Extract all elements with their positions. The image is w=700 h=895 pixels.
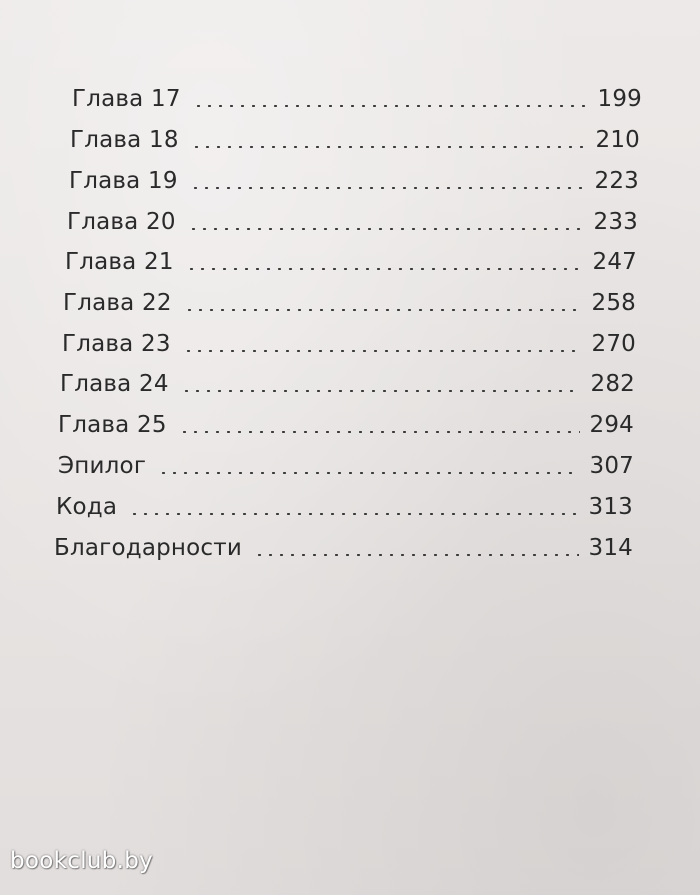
dot-leader xyxy=(191,146,586,148)
dot-leader xyxy=(188,228,584,230)
toc-entry-title: Благодарности xyxy=(54,535,243,561)
toc-entry-title: Глава 22 xyxy=(63,290,172,316)
toc-entry xyxy=(58,451,634,481)
toc-entry xyxy=(69,166,639,196)
toc-entry xyxy=(54,533,633,563)
toc-entry-page: 313 xyxy=(588,494,633,520)
toc-entry-page: 233 xyxy=(593,209,638,235)
toc-entry-page: 314 xyxy=(588,535,633,561)
toc-entry-title: Эпилог xyxy=(58,453,147,479)
toc-entry xyxy=(65,247,637,277)
toc-entry-page: 270 xyxy=(591,331,636,357)
toc-entry-title: Глава 24 xyxy=(60,371,169,397)
dot-leader xyxy=(183,350,582,352)
dot-leader xyxy=(186,268,583,270)
toc-entry-page: 247 xyxy=(592,249,637,275)
toc-entry xyxy=(67,207,638,237)
toc-entry xyxy=(70,125,640,155)
toc-entry xyxy=(56,492,633,522)
toc-entry-title: Глава 19 xyxy=(69,168,178,194)
toc-entry-title: Глава 21 xyxy=(65,249,174,275)
toc-entry-page: 223 xyxy=(594,168,639,194)
toc-entry-title: Глава 23 xyxy=(62,331,171,357)
toc-entry-page: 307 xyxy=(589,453,634,479)
dot-leader xyxy=(193,105,588,107)
toc-entry xyxy=(60,369,635,399)
dot-leader xyxy=(158,472,579,474)
toc-entry xyxy=(58,410,634,440)
toc-entry-title: Глава 17 xyxy=(72,86,181,112)
toc-entry-title: Глава 20 xyxy=(67,209,176,235)
dot-leader xyxy=(181,390,581,392)
toc-entry-page: 282 xyxy=(590,371,635,397)
toc-entry-page: 258 xyxy=(591,290,636,316)
dot-leader xyxy=(190,187,585,189)
toc-entry-title: Глава 25 xyxy=(58,412,167,438)
site-watermark: bookclub.by xyxy=(10,848,154,874)
toc-entry-page: 199 xyxy=(597,86,642,112)
toc-entry xyxy=(72,84,642,114)
toc-entry-page: 294 xyxy=(589,412,634,438)
toc-entry xyxy=(63,288,636,318)
dot-leader xyxy=(184,309,582,311)
toc-entry-title: Кода xyxy=(56,494,118,520)
toc-entry-title: Глава 18 xyxy=(70,127,179,153)
dot-leader xyxy=(129,513,578,515)
dot-leader xyxy=(254,554,578,556)
toc-entry-page: 210 xyxy=(595,127,640,153)
dot-leader xyxy=(179,431,580,433)
toc-entry xyxy=(62,329,636,359)
